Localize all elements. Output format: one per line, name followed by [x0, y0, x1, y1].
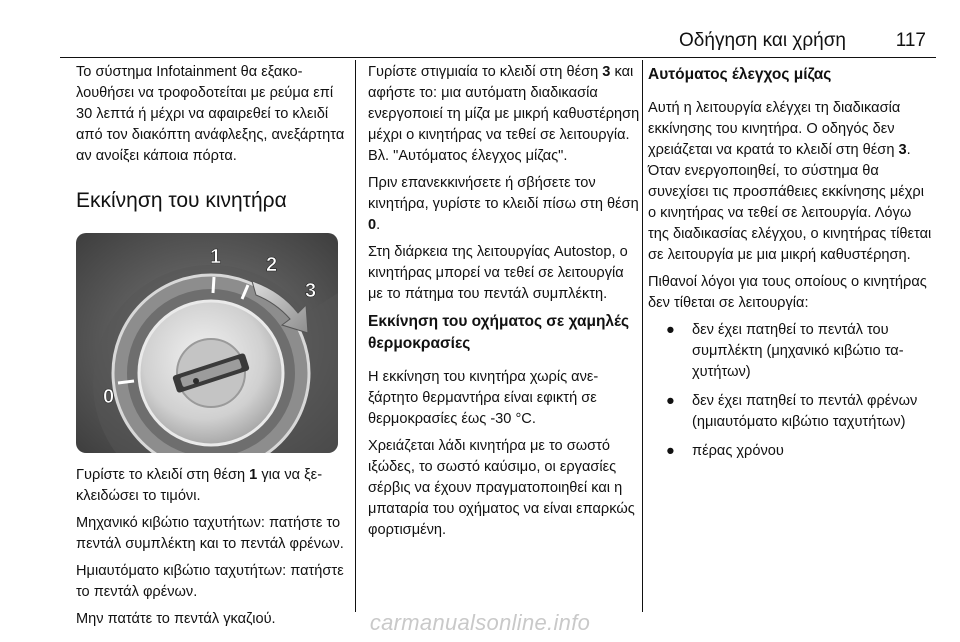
paragraph: Πιθανοί λόγοι για τους οποίους ο κινητήρας δεν τίθεται σε λειτουργία: [648, 274, 927, 311]
ignition-switch-illustration [76, 233, 338, 453]
position-1-tick [213, 277, 214, 293]
list-item: ● δεν έχει πατηθεί το πεντάλ φρένων (ημιαυτόματο κιβώτιο ταχυτήτων) [666, 393, 918, 430]
column-3 [648, 64, 934, 470]
column-1 [76, 62, 350, 636]
bullet-icon: ● [666, 322, 675, 338]
watermark: carmanualsonline.info [369, 610, 591, 635]
paragraph: Η εκκίνηση του κινητήρα χωρίς ανεξάρτητο θερμαντήρα είναι εφικτή σε θερμοκρασίες έως -30 °C. [368, 369, 599, 427]
paragraph: Γυρίστε το κλειδί στη θέση 1 για να ξεκλειδώσει το τιμόνι. [76, 467, 323, 504]
page-header [60, 28, 936, 58]
list-item: ● δεν έχει πατηθεί το πεντάλ του συμπλέκτη (μηχανικό κιβώτιο ταχυτήτων) [666, 322, 904, 380]
subsection-heading: Εκκίνηση του οχήματος σε χαμηλές θερμοκρασίες [368, 313, 630, 352]
paragraph: Ημιαυτόματο κιβώτιο ταχυτήτων: πατήστε το πεντάλ φρένων. [76, 563, 344, 600]
bullet-list [648, 320, 934, 462]
page-number: 117 [895, 30, 926, 51]
paragraph: Αυτή η λειτουργία ελέγχει τη διαδικασία εκκίνησης του κινητήρα. Ο οδηγός δεν χρειάζεται να κρατά το κλειδί στη θέση 3. Όταν ενεργοποιηθεί, το σύστημα θα συνεχίσει τις προσπάθειες εκκίνησης μέχρι ο κινητήρας να τεθεί σε λειτουργία. Λόγω της διαδικασίας ελέγχου, ο κινητήρας τίθεται σε λειτουργία με μια μικρή καθυστέρηση. [648, 100, 932, 263]
position-label-2: 2 [266, 254, 278, 276]
position-label-1: 1 [210, 246, 222, 268]
position-0-tick [118, 381, 134, 383]
paragraph: Χρειάζεται λάδι κινητήρα με το σωστό ιξώδες, το σωστό καύσιμο, οι εργασίες σέρβις να έχουν πραγματοποιηθεί και η μπαταρία του οχήματος να είναι επαρκώς φορτισμένη. [368, 438, 635, 538]
paragraph: Το σύστημα Infotainment θα εξακολουθήσει να τροφοδοτείται με ρεύμα επί 30 λεπτά ή μέχρι να αφαιρεθεί το κλειδί από τον διακόπτη ανάφλεξης, ανεξάρτητα αν ανοίξει κάποια πόρτα. [76, 64, 345, 164]
header-rule [60, 57, 936, 58]
section-title: Οδήγηση και χρήση [679, 30, 846, 51]
list-item: ● πέρας χρόνου [648, 441, 934, 462]
paragraph: Πριν επανεκκινήσετε ή σβήσετε τον κινητήρα, γυρίστε το κλειδί πίσω στη θέση 0. [368, 175, 639, 233]
column-divider-1 [355, 60, 356, 612]
column-2 [368, 62, 640, 547]
paragraph: Μηχανικό κιβώτιο ταχυτήτων: πατήστε το πεντάλ συμπλέκτη και το πεντάλ φρένων. [76, 515, 344, 552]
paragraph: Στη διάρκεια της λειτουργίας Autostop, ο κινητήρας μπορεί να τεθεί σε λειτουργία με το πάτημα του πεντάλ συμπλέκτη. [368, 244, 628, 302]
ignition-switch-figure [76, 233, 338, 453]
paragraph: Γυρίστε στιγμιαία το κλειδί στη θέση 3 και αφήστε το: μια αυτόματη διαδικασία ενεργοποιεί τη μίζα με μικρή καθυστέρηση μέχρι ο κινητήρας να τεθεί σε λειτουργία. Βλ. "Αυτόματος έλεγχος μίζας". [368, 64, 640, 164]
subsection-heading: Αυτόματος έλεγχος μίζας [648, 66, 832, 83]
bullet-icon: ● [666, 443, 675, 459]
bullet-icon: ● [666, 393, 675, 409]
section-heading: Εκκίνηση του κινητήρα [76, 189, 287, 212]
paragraph: Μην πατάτε το πεντάλ γκαζιού. [76, 611, 276, 627]
position-label-0: 0 [103, 386, 115, 408]
column-divider-2 [642, 60, 643, 612]
position-label-3: 3 [305, 280, 317, 302]
